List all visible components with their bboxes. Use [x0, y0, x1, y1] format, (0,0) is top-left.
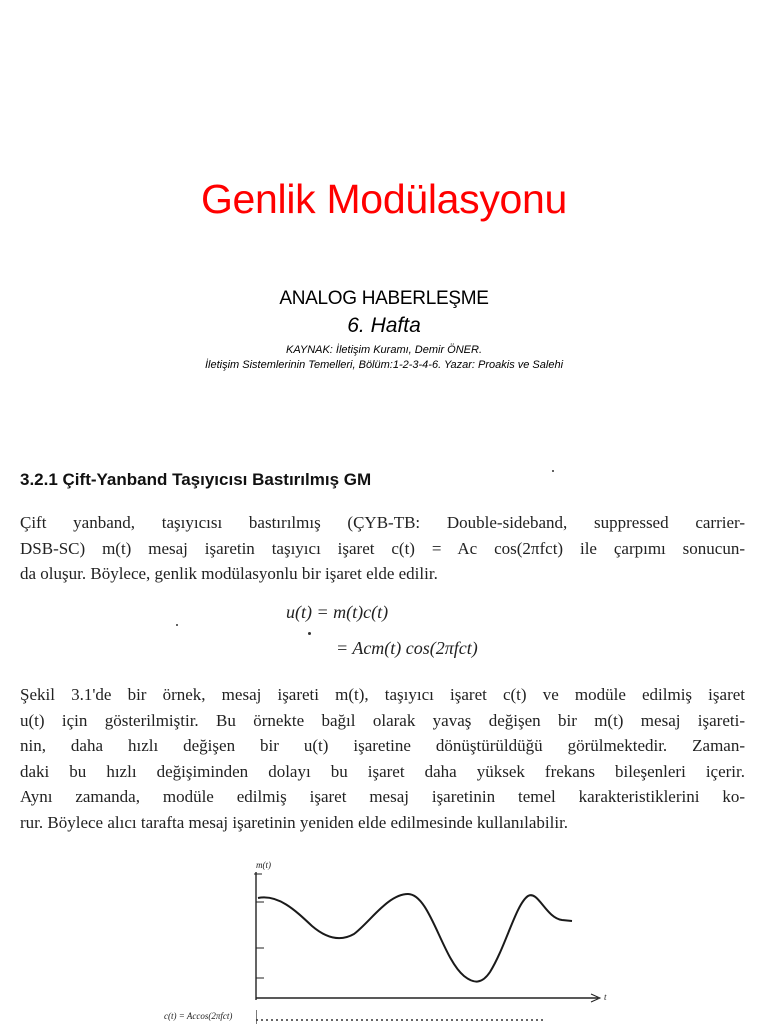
- paragraph-line: u(t) için gösterilmiştir. Bu örnekte bağıl olarak yavaş değişen bir m(t) mesaj işareti-: [20, 710, 745, 730]
- carrier-equation-label: c(t) = Accos(2πfct): [164, 1011, 233, 1021]
- scan-speck: [308, 632, 311, 635]
- x-axis-label: t: [604, 992, 607, 1002]
- equation-line-2: = Acm(t) cos(2πfct): [336, 638, 478, 658]
- message-signal-curve: [258, 894, 572, 982]
- paragraph-2: [20, 682, 745, 835]
- paragraph-line: da oluşur. Böylece, genlik modülasyonlu bir işaret elde edilir.: [20, 564, 438, 583]
- carrier-signal-start: [256, 1008, 556, 1024]
- message-signal-figure: [150, 858, 630, 1024]
- scan-speck: [176, 624, 178, 626]
- paragraph-line: DSB-SC) m(t) mesaj işaretin taşıyıcı işaret c(t) = Ac cos(2πfct) ile çarpımı sonucun-: [20, 538, 745, 558]
- scan-speck: [552, 470, 554, 472]
- message-signal-plot: [150, 858, 630, 1024]
- paragraph-line: Çift yanband, taşıyıcısı bastırılmış (ÇYB-TB: Double-sideband, suppressed carrier-: [20, 513, 745, 532]
- paragraph-line: nin, daha hızlı değişen bir u(t) işaretine dönüştürüldüğü görülmektedir. Zaman-: [20, 736, 745, 755]
- paragraph-line: Şekil 3.1'de bir örnek, mesaj işareti m(t), taşıyıcı işaret c(t) ve modüle edilmiş işaret: [20, 685, 745, 704]
- course-name: ANALOG HABERLEŞME: [279, 288, 489, 309]
- week-label: 6. Hafta: [347, 314, 421, 337]
- page-title: Genlik Modülasyonu: [200, 176, 568, 222]
- y-axis-label: m(t): [256, 860, 271, 870]
- source-line-1: KAYNAK: İletişim Kuramı, Demir ÖNER.: [286, 344, 482, 356]
- section-heading: 3.2.1 Çift-Yanband Taşıyıcısı Bastırılmış GM: [20, 470, 372, 489]
- equation-line-1: u(t) = m(t)c(t): [286, 602, 389, 622]
- paragraph-line: rur. Böylece alıcı tarafta mesaj işaretinin yeniden elde edilmesinde kullanılabilir.: [20, 812, 569, 832]
- paragraph-line: Aynı zamanda, modüle edilmiş işaret mesaj işaretinin temel karakteristiklerini ko-: [20, 787, 745, 806]
- paragraph-line: daki bu hızlı değişiminden dolayı bu işaret daha yüksek frekans bileşenleri içerir.: [20, 761, 745, 781]
- source-line-2: İletişim Sistemlerinin Temelleri, Bölüm:1-2-3-4-6. Yazar: Proakis ve Salehi: [204, 359, 564, 371]
- paragraph-1: [20, 510, 745, 587]
